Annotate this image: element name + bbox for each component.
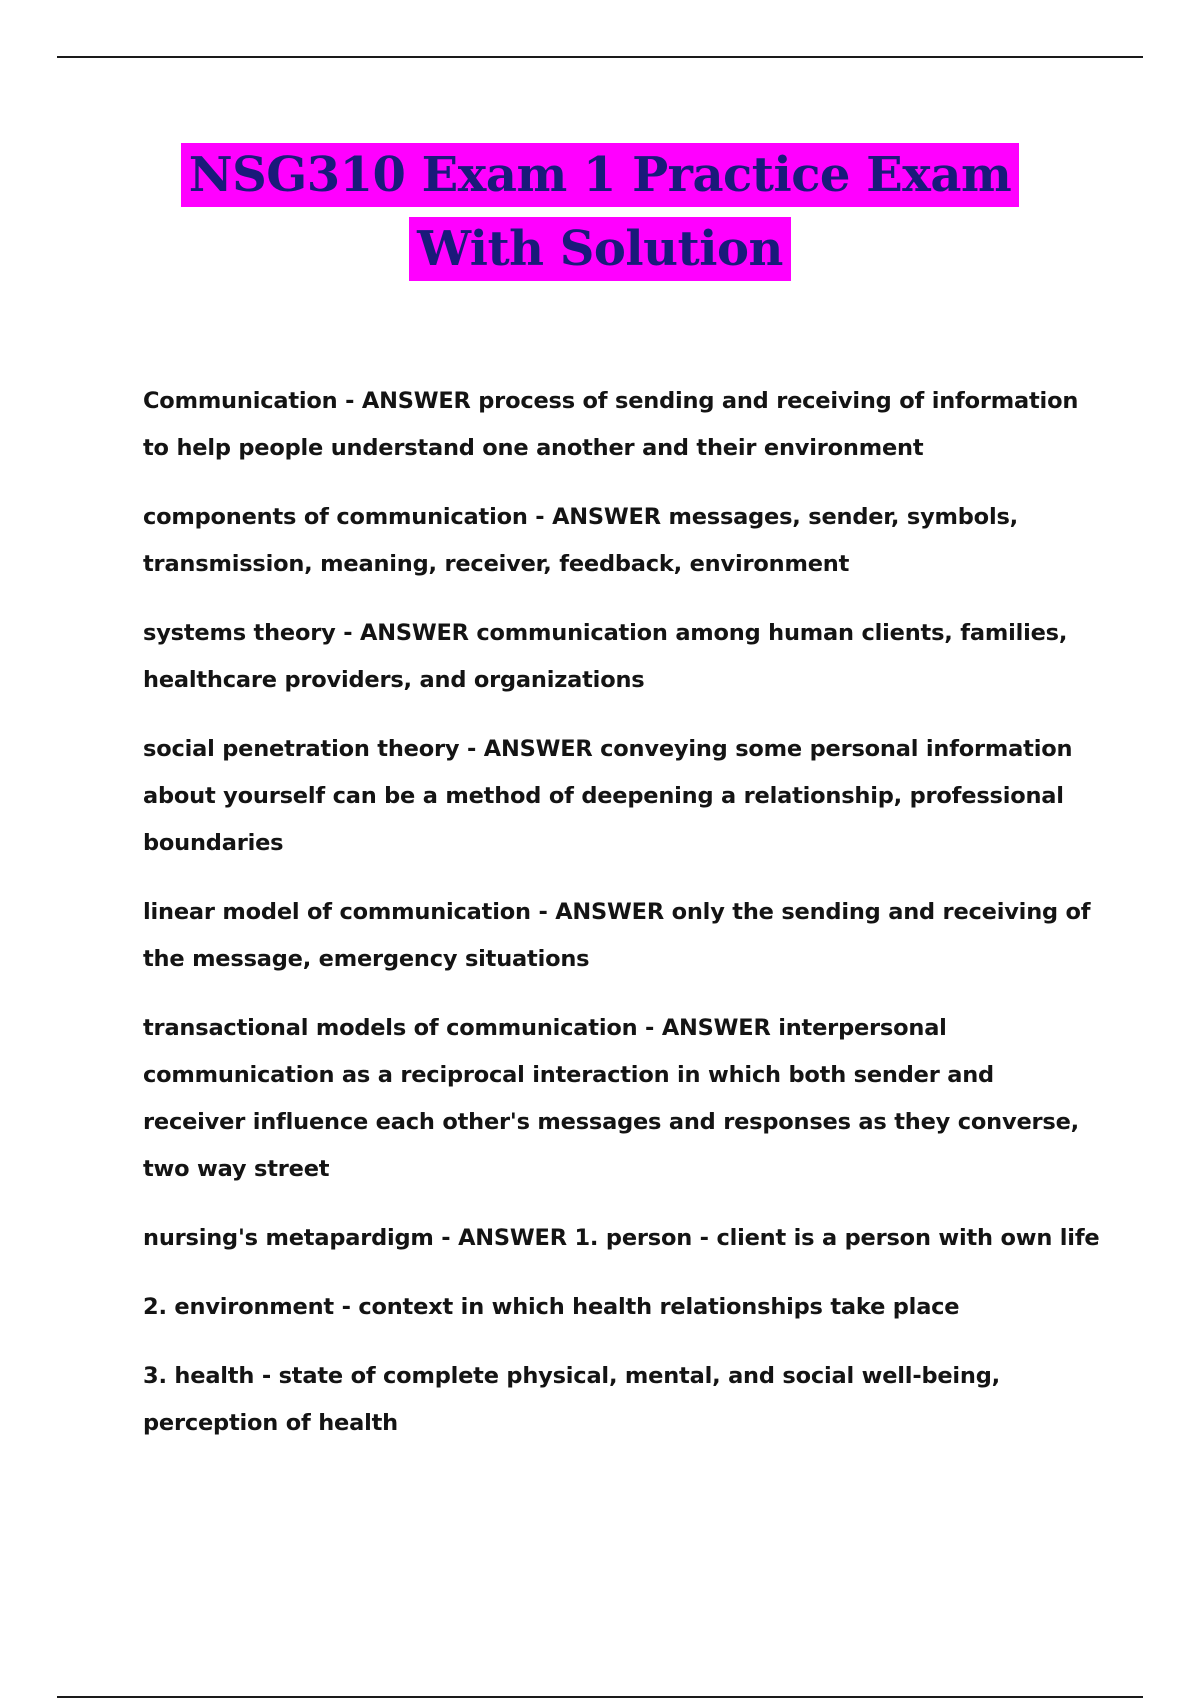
entry-linear-model: linear model of communication - ANSWER only the sending and receiving of the message, emergency situations — [143, 899, 1091, 972]
entry-communication: Communication - ANSWER process of sending and receiving of information to help people understand one another and their environment — [143, 388, 1079, 461]
entry-environment: 2. environment - context in which health relationships take place — [143, 1294, 960, 1320]
entry-components-of-communication: components of communication - ANSWER messages, sender, symbols, transmission, meaning, receiver, feedback, environment — [143, 504, 1018, 577]
entry-social-penetration-theory: social penetration theory - ANSWER conveying some personal information about yourself can be a method of deepening a relationship, professional boundaries — [143, 736, 1073, 856]
title-line-2: With Solution — [409, 217, 791, 281]
document-title — [0, 143, 1200, 291]
title-line-1: NSG310 Exam 1 Practice Exam — [181, 143, 1020, 207]
entry-health: 3. health - state of complete physical, mental, and social well-being, perception of health — [143, 1363, 1001, 1436]
footer-rule — [57, 1696, 1143, 1698]
header-rule — [57, 56, 1143, 58]
entry-systems-theory: systems theory - ANSWER communication among human clients, families, healthcare providers, and organizations — [143, 620, 1068, 693]
entry-transactional-models: transactional models of communication - ANSWER interpersonal communication as a reciprocal interaction in which both sender and receiver influence each other's messages and responses as they converse, two way street — [143, 1015, 1080, 1182]
entry-nursing-metaparadigm: nursing's metapardigm - ANSWER 1. person - client is a person with own life — [143, 1225, 1100, 1251]
document-body — [143, 378, 1103, 1469]
